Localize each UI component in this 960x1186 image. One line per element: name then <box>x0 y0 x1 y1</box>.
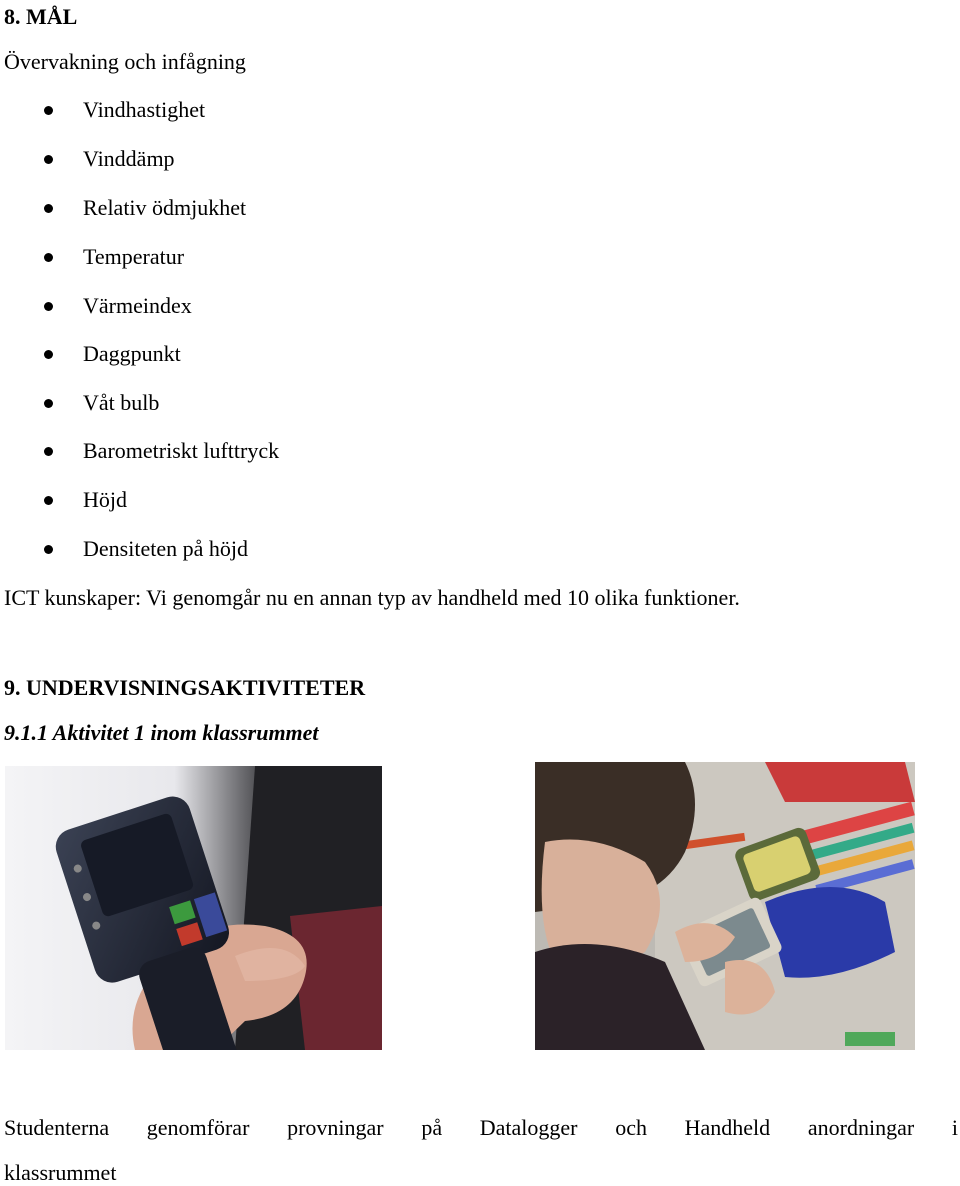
monitoring-intro: Övervakning och infågning <box>4 49 246 74</box>
caption-word: och <box>615 1115 647 1140</box>
bullet-icon <box>44 253 53 262</box>
list-item-label: Temperatur <box>83 244 185 269</box>
bullet-icon <box>44 350 53 359</box>
list-item-label: Höjd <box>83 487 127 512</box>
student-illustration <box>535 762 915 1050</box>
caption-word: genomförar <box>146 1115 250 1140</box>
caption-line-1 <box>4 1115 958 1141</box>
section-8-heading: 8. MÅL <box>4 4 78 29</box>
bullet-icon <box>44 106 53 115</box>
ict-paragraph: ICT kunskaper: Vi genomgår nu en annan typ av handheld med 10 olika funktioner. <box>4 585 740 610</box>
caption-word: Handheld <box>684 1115 771 1140</box>
caption-word: i <box>951 1115 958 1140</box>
bullet-icon <box>44 447 53 456</box>
bullet-icon <box>44 302 53 311</box>
datalogger-illustration <box>5 766 382 1050</box>
bullet-icon <box>44 545 53 554</box>
list-item-label: Våt bulb <box>83 390 160 415</box>
bullet-icon <box>44 204 53 213</box>
list-item-label: Densiteten på höjd <box>83 536 248 561</box>
datalogger-photo <box>5 766 382 1050</box>
list-item-label: Vinddämp <box>83 146 175 171</box>
caption-word: provningar <box>287 1115 384 1140</box>
student-pda-photo <box>535 762 915 1050</box>
caption-word: Datalogger <box>479 1115 578 1140</box>
list-item-label: Barometriskt lufttryck <box>83 438 280 463</box>
list-item-label: Relativ ödmjukhet <box>83 195 247 220</box>
list-item-label: Värmeindex <box>83 293 192 318</box>
bullet-icon <box>44 155 53 164</box>
bullet-icon <box>44 399 53 408</box>
list-item-label: Vindhastighet <box>83 97 206 122</box>
section-9-heading: 9. UNDERVISNINGSAKTIVITETER <box>4 675 366 700</box>
caption-word: Studenterna <box>4 1115 110 1140</box>
list-item-label: Daggpunkt <box>83 341 181 366</box>
bullet-icon <box>44 496 53 505</box>
caption-word: på <box>421 1115 443 1140</box>
caption-word: anordningar <box>807 1115 915 1140</box>
activity-subheading: 9.1.1 Aktivitet 1 inom klassrummet <box>4 720 319 745</box>
caption-line-2: klassrummet <box>4 1160 117 1185</box>
